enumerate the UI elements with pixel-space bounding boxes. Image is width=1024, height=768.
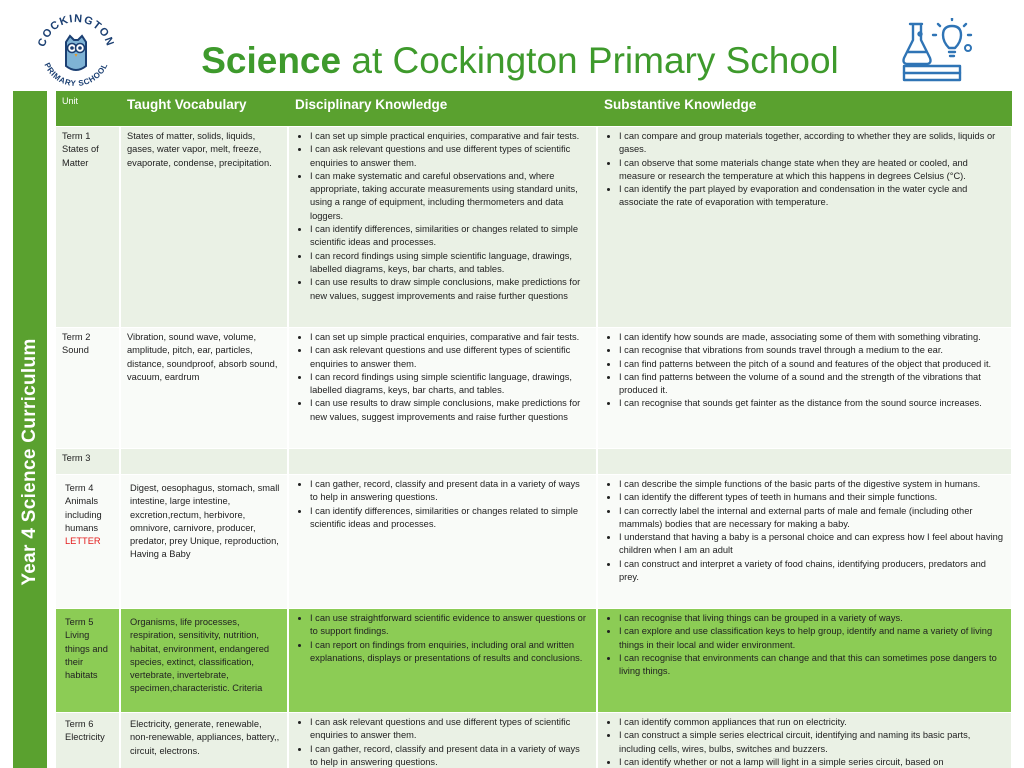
list-item: • I can observe that some materials change state when they are heated or cooled, and measure or research the temperature at which this happens in degrees Celsius (°C).: [619, 157, 1005, 184]
list-item: • I can ask relevant questions and use different types of scientific enquiries to answer them.: [310, 344, 590, 371]
table-row: [56, 449, 1012, 474]
list-item: • I can use straightforward scientific evidence to answer questions or to support findings.: [310, 612, 590, 639]
list-item: • I can find patterns between the pitch of a sound and features of the object that produced it.: [619, 358, 1005, 371]
unit-cell: Term 5 Living things and their habitats: [56, 609, 120, 712]
list-item: • I can report on findings from enquiries, including oral and written explanations, displays or presentations of results and conclusions.: [310, 639, 590, 666]
substantive-cell: [598, 127, 1012, 327]
unit-cell: [56, 475, 120, 608]
list-item: • I can recognise that living things can be grouped in a variety of ways.: [619, 612, 1005, 625]
table-row: [56, 475, 1012, 608]
disciplinary-cell: [289, 475, 597, 608]
substantive-cell: [598, 475, 1012, 608]
substantive-cell: [598, 609, 1012, 712]
vocab-cell: Organisms, life processes, respiration, sensitivity, nutrition, habitat, environment, endangered species, extinct, classification, vertebrate, invertebrate, specimen,characteristic. Criteria: [121, 609, 288, 712]
header-substantive: Substantive Knowledge: [604, 97, 757, 112]
vocab-cell: Vibration, sound wave, volume, amplitude, pitch, ear, particles, distance, soundproof, absorb sound, vacuum, eardrum: [121, 328, 288, 448]
list-item: • I can identify the part played by evaporation and condensation in the water cycle and associate the rate of evaporation with temperature.: [619, 183, 1005, 210]
science-flask-bulb-icon: [900, 18, 974, 90]
header-vocabulary: Taught Vocabulary: [127, 97, 247, 112]
list-item: • I can correctly label the internal and external parts of male and female (including other mammals) bodies that are necessary for making a baby.: [619, 505, 1005, 532]
list-item: • I can explore and use classification keys to help group, identify and name a variety of living things in their local and wider environment.: [619, 625, 1005, 652]
list-item: • I can find patterns between the volume of a sound and the strength of the vibrations that produced it.: [619, 371, 1005, 398]
list-item: • I understand that having a baby is a personal choice and can express how I feel about having children when I am an adult: [619, 531, 1005, 558]
disciplinary-cell: [289, 609, 597, 712]
unit-note: LETTER: [65, 536, 101, 547]
list-item: • I can ask relevant questions and use different types of scientific enquiries to answer them.: [310, 716, 590, 743]
list-item: • I can make systematic and careful observations and, where appropriate, taking accurate measurements using standard units, using a range of equipment, including thermometers and data loggers.: [310, 170, 590, 223]
table-header: [56, 91, 1012, 126]
side-label: Year 4 Science Curriculum: [19, 338, 40, 586]
list-item: • I can use results to draw simple conclusions, make predictions for new values, suggest improvements and raise further questions: [310, 397, 590, 424]
list-item: • I can gather, record, classify and present data in a variety of ways to help in answering questions.: [310, 743, 590, 768]
list-item: • I can use results to draw simple conclusions, make predictions for new values, suggest improvements and raise further questions: [310, 276, 590, 303]
table-row: [56, 713, 1012, 768]
list-item: • I can describe the simple functions of the basic parts of the digestive system in humans.: [619, 478, 1005, 491]
substantive-cell: [598, 713, 1012, 768]
list-item: • I can record findings using simple scientific language, drawings, labelled diagrams, keys, bar charts, and tables.: [310, 371, 590, 398]
disciplinary-cell: [289, 713, 597, 768]
title-rest: at Cockington Primary School: [351, 40, 839, 81]
list-item: • I can identify differences, similarities or changes related to simple scientific ideas and processes.: [310, 223, 590, 250]
unit-cell: Term 6 Electricity: [56, 713, 120, 768]
page-title: [0, 40, 1024, 82]
vocab-cell: Electricity, generate, renewable, non-renewable, appliances, battery,, circuit, electrons.: [121, 713, 288, 768]
unit-cell: Term 3: [56, 449, 120, 474]
list-item: • I can construct a simple series electrical circuit, identifying and naming its basic parts, including cells, wires, bulbs, switches and buzzers.: [619, 729, 1005, 756]
list-item: • I can compare and group materials together, according to whether they are solids, liquids or gases.: [619, 130, 1005, 157]
list-item: • I can recognise that sounds get fainter as the distance from the sound source increases.: [619, 397, 1005, 410]
vocab-cell: Digest, oesophagus, stomach, small intestine, large intestine, excretion,rectum, herbivore, omnivore, carnivore, producer, predator, prey Unique, reproduction, Having a Baby: [121, 475, 288, 608]
header-disciplinary: Disciplinary Knowledge: [295, 97, 448, 112]
list-item: • I can identify whether or not a lamp will light in a simple series circuit, based on: [619, 756, 1005, 768]
unit-title: Term 4 Animals including humans: [65, 483, 102, 533]
disciplinary-cell: [289, 127, 597, 327]
list-item: • I can recognise that vibrations from sounds travel through a medium to the ear.: [619, 344, 1005, 357]
list-item: • I can identify the different types of teeth in humans and their simple functions.: [619, 491, 1005, 504]
list-item: • I can set up simple practical enquiries, comparative and fair tests.: [310, 130, 590, 143]
list-item: • I can gather, record, classify and present data in a variety of ways to help in answering questions.: [310, 478, 590, 505]
substantive-cell: [598, 449, 1012, 474]
list-item: • I can identify how sounds are made, associating some of them with something vibrating.: [619, 331, 1005, 344]
disciplinary-cell: [289, 449, 597, 474]
list-item: • I can set up simple practical enquiries, comparative and fair tests.: [310, 331, 590, 344]
vocab-cell: [121, 449, 288, 474]
list-item: • I can identify common appliances that run on electricity.: [619, 716, 1005, 729]
substantive-cell: [598, 328, 1012, 448]
table-row: [56, 328, 1012, 448]
list-item: • I can record findings using simple scientific language, drawings, labelled diagrams, keys, bar charts, and tables.: [310, 250, 590, 277]
unit-cell: Term 1 States of Matter: [56, 127, 120, 327]
unit-cell: Term 2 Sound: [56, 328, 120, 448]
svg-text:COCKINGTON: COCKINGTON: [35, 12, 117, 49]
vocab-cell: States of matter, solids, liquids, gases, water vapor, melt, freeze, evaporate, condense, precipitation.: [121, 127, 288, 327]
header-unit: Unit: [62, 96, 79, 106]
list-item: • I can construct and interpret a variety of food chains, identifying producers, predators and prey.: [619, 558, 1005, 585]
disciplinary-cell: [289, 328, 597, 448]
list-item: • I can ask relevant questions and use different types of scientific enquiries to answer them.: [310, 143, 590, 170]
list-item: • I can recognise that environments can change and that this can sometimes pose dangers to living things.: [619, 652, 1005, 679]
table-row: [56, 609, 1012, 712]
title-science: Science: [201, 40, 342, 81]
table-row: [56, 127, 1012, 327]
svg-text:PRIMARY SCHOOL: PRIMARY SCHOOL: [42, 61, 110, 88]
list-item: • I can identify differences, similarities or changes related to simple scientific ideas and processes.: [310, 505, 590, 532]
